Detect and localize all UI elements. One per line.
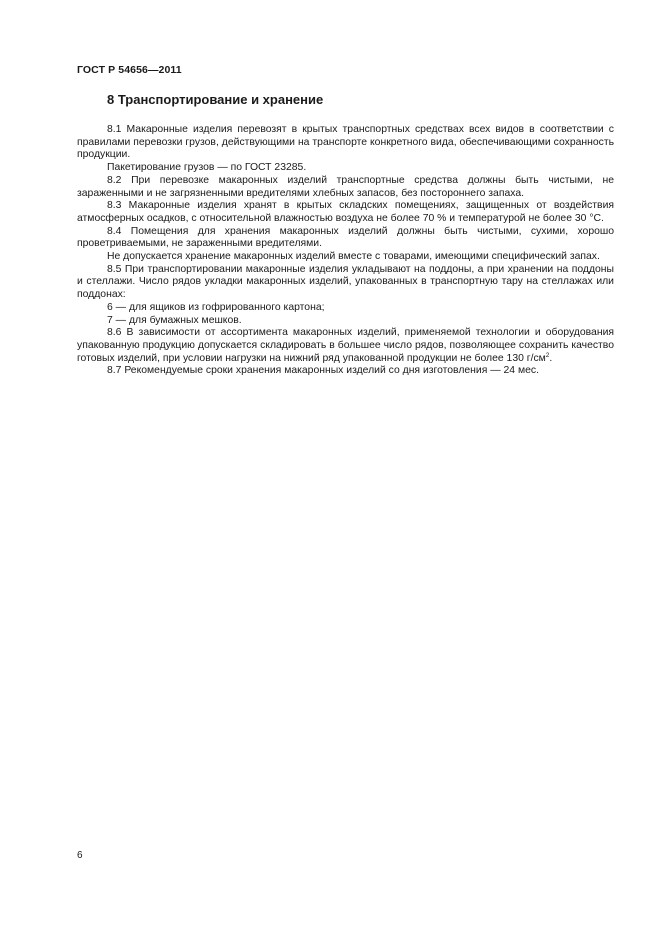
paragraph-8-2: 8.2 При перевозке макаронных изделий транспортные средства должны быть чистыми, не зараженными и не загрязненными вредителями хлебных запасов, без постороннего запаха. bbox=[77, 174, 614, 199]
paragraph-8-4-odor: Не допускается хранение макаронных изделий вместе с товарами, имеющими специфический запах. bbox=[107, 251, 600, 263]
paragraph-8-7: 8.7 Рекомендуемые сроки хранения макаронных изделий со дня изготовления — 24 мес. bbox=[107, 365, 539, 377]
section-body bbox=[77, 124, 614, 378]
superscript-exponent: 2 bbox=[545, 351, 550, 359]
paragraph-8-6-text: 8.6 В зависимости от ассортимента макаронных изделий, применяемой технологии и оборудования упакованную продукцию допускается складировать в большее число рядов, позволяющее сохранить качество готовых изделий, при условии нагрузки на нижний ряд упакованной продукции не более 130 г/см bbox=[77, 327, 614, 364]
paragraph-8-3: 8.3 Макаронные изделия хранят в крытых складских помещениях, защищенных от воздействия атмосферных осадков, с относительной влажностью воздуха не более 70 % и температурой не более 30 °С. bbox=[77, 200, 614, 224]
paragraph-8-6-end: . bbox=[549, 352, 553, 364]
page-number: 6 bbox=[77, 850, 83, 861]
section-title: 8 Транспортирование и хранение bbox=[107, 92, 324, 107]
paragraph-8-4: 8.4 Помещения для хранения макаронных изделий должны быть чистыми, сухими, хорошо проветриваемыми, не зараженными вредителями. bbox=[77, 225, 614, 250]
paragraph-8-5: 8.5 При транспортировании макаронные изделия укладывают на поддоны, а при хранении на поддоны и стеллажи. Число рядов укладки макаронных изделий, упакованных в транспортную тару на стеллажах или поддонах: bbox=[77, 263, 614, 301]
list-item-paper-bags: 7 — для бумажных мешков. bbox=[107, 314, 242, 326]
paragraph-8-1-packaging: Пакетирование грузов — по ГОСТ 23285. bbox=[107, 162, 307, 174]
list-item-cardboard: 6 — для ящиков из гофрированного картона; bbox=[107, 301, 325, 313]
paragraph-8-1: 8.1 Макаронные изделия перевозят в крытых транспортных средствах всех видов в соответствии с правилами перевозки грузов, действующими на транспорте конкретного вида, обеспечивающими сохранность продукции. bbox=[77, 124, 614, 161]
document-header: ГОСТ Р 54656—2011 bbox=[77, 64, 182, 76]
paragraph-8-6 bbox=[77, 327, 614, 365]
